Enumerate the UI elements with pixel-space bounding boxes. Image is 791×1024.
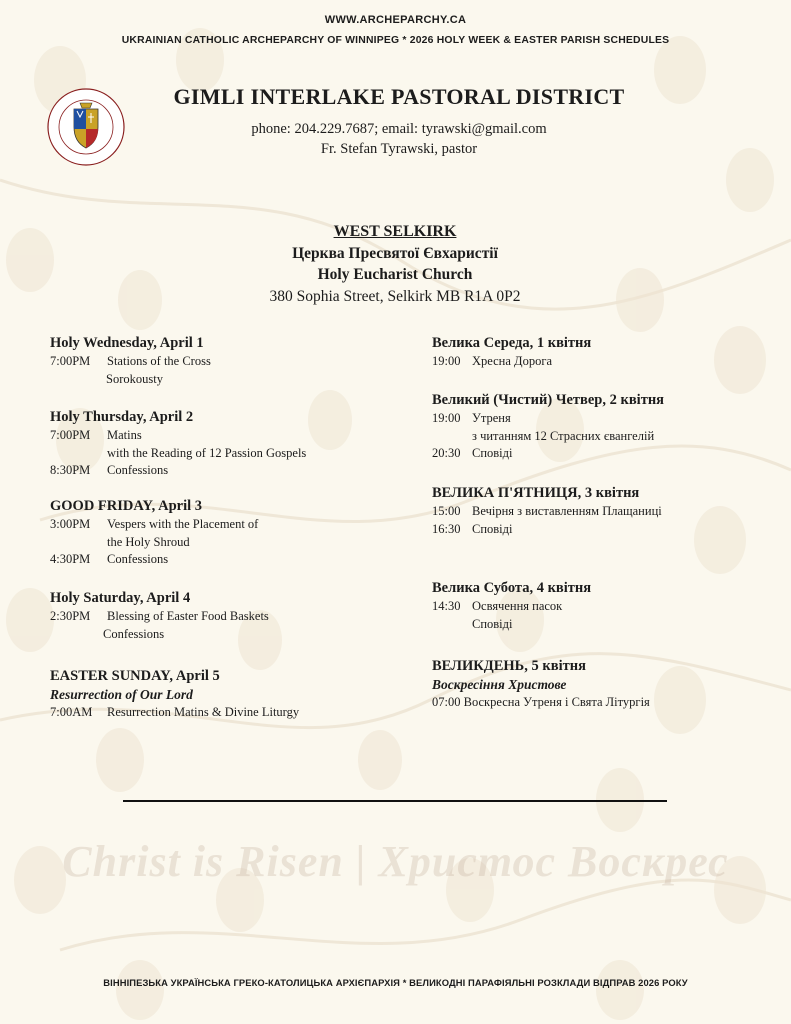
church-name-en: Holy Eucharist Church — [317, 266, 473, 283]
church-address: 380 Sophia Street, Selkirk MB R1A 0P2 — [269, 288, 521, 305]
service-row — [432, 410, 664, 428]
service-time: 19:00 — [432, 411, 461, 425]
day-title: Велика Середа, 1 квітня — [432, 335, 592, 351]
service-name: Воскресна Утреня і Свята Літургія — [463, 695, 650, 709]
service-name: Confessions — [107, 552, 169, 566]
service-time: 16:30 — [432, 521, 461, 536]
service-name: Vespers with the Placement of — [107, 517, 259, 531]
service-row — [432, 503, 662, 521]
service-row — [50, 608, 269, 626]
day-holy-wednesday-uk — [432, 334, 591, 371]
service-name: Confessions — [107, 463, 169, 477]
service-row — [432, 445, 664, 463]
day-subtitle: Воскресіння Христове — [432, 677, 567, 692]
day-title: Велика Субота, 4 квітня — [432, 580, 592, 596]
service-name: Сповіді — [472, 446, 513, 460]
day-title: ВЕЛИКДЕНЬ, 5 квітня — [432, 658, 586, 674]
service-note: з читанням 12 Страсних євангелій — [472, 428, 655, 443]
service-time: 4:30PM — [50, 552, 91, 566]
pastor-name: Fr. Stefan Tyrawski, pastor — [320, 141, 478, 157]
top-banner: UKRAINIAN CATHOLIC ARCHEPARCHY OF WINNIPEG * 2026 HOLY WEEK & EASTER PARISH SCHEDULES — [121, 35, 670, 46]
service-name: Blessing of Easter Food Baskets — [107, 609, 269, 623]
service-time: 14:30 — [432, 599, 461, 613]
service-note: with the Reading of 12 Passion Gospels — [107, 445, 307, 460]
service-time: 3:00PM — [50, 517, 91, 531]
service-time: 7:00PM — [50, 354, 91, 368]
site-url[interactable]: WWW.ARCHEPARCHY.CA — [324, 14, 467, 26]
day-good-friday-uk — [432, 484, 662, 538]
bottom-banner: ВІННІПЕЗЬКА УКРАЇНСЬКА ГРЕКО-КАТОЛИЦЬКА АРХІЄПАРХІЯ * ВЕЛИКОДНІ ПАРАФІЯЛЬНІ РОЗКЛАДИ ВІДПРАВ 2026 РОКУ — [103, 977, 688, 988]
service-note: the Holy Shroud — [107, 534, 190, 549]
service-time: 7:00AM — [50, 705, 93, 719]
service-row — [50, 704, 299, 722]
service-time: 15:00 — [432, 504, 461, 518]
service-time: 7:00PM — [50, 428, 91, 442]
church-name-uk: Церква Пресвятої Євхаристії — [292, 245, 498, 262]
service-name: Освячення пасок — [472, 599, 563, 613]
day-easter-sunday-uk — [432, 657, 650, 712]
service-row — [50, 462, 306, 480]
service-time: 8:30PM — [50, 463, 91, 477]
contact-info[interactable]: phone: 204.229.7687; email: tyrawski@gmail.com — [251, 121, 547, 137]
day-easter-sunday — [50, 667, 299, 722]
day-title: ВЕЛИКА П'ЯТНИЦЯ, 3 квітня — [432, 485, 640, 501]
day-title: GOOD FRIDAY, April 3 — [50, 498, 203, 514]
day-holy-thursday-uk — [432, 391, 664, 463]
day-title: Holy Thursday, April 2 — [50, 409, 194, 425]
parish-name: WEST SELKIRK — [333, 223, 457, 240]
service-row — [432, 353, 591, 371]
divider-line — [123, 800, 667, 802]
service-row — [50, 516, 258, 534]
service-row — [432, 694, 650, 712]
service-time: 19:00 — [432, 354, 461, 368]
service-name: Сповіді — [472, 521, 513, 536]
service-row — [50, 551, 258, 569]
service-name: Resurrection Matins & Divine Liturgy — [107, 705, 300, 719]
day-title: Holy Saturday, April 4 — [50, 590, 191, 606]
service-name: Хресна Дорога — [472, 354, 552, 368]
christ-is-risen-watermark: Christ is Risen | Христос Воскрес — [62, 837, 729, 886]
day-holy-thursday — [50, 408, 306, 480]
service-row — [432, 598, 591, 616]
service-note: Sorokousty — [106, 371, 163, 386]
day-title: Великий (Чистий) Четвер, 2 квітня — [432, 392, 665, 408]
day-holy-saturday-uk — [432, 579, 591, 633]
service-time: 20:30 — [432, 446, 461, 460]
service-name: Matins — [107, 428, 142, 442]
service-name: Утреня — [472, 411, 511, 425]
service-note: Confessions — [103, 626, 165, 641]
day-good-friday — [50, 497, 258, 569]
day-holy-wednesday — [50, 334, 211, 388]
service-name: Stations of the Cross — [107, 354, 211, 368]
service-time: 07:00 — [432, 695, 461, 709]
district-title: GIMLI INTERLAKE PASTORAL DISTRICT — [173, 84, 625, 109]
service-row — [50, 427, 306, 445]
service-row — [432, 521, 662, 539]
day-subtitle: Resurrection of Our Lord — [50, 687, 193, 702]
service-time: 2:30PM — [50, 609, 91, 623]
day-holy-saturday — [50, 589, 269, 643]
service-name: Вечірня з виставленням Плащаниці — [472, 504, 662, 518]
service-row — [50, 353, 211, 371]
day-title: EASTER SUNDAY, April 5 — [50, 668, 220, 684]
service-note: Сповіді — [472, 616, 513, 631]
day-title: Holy Wednesday, April 1 — [50, 335, 204, 351]
